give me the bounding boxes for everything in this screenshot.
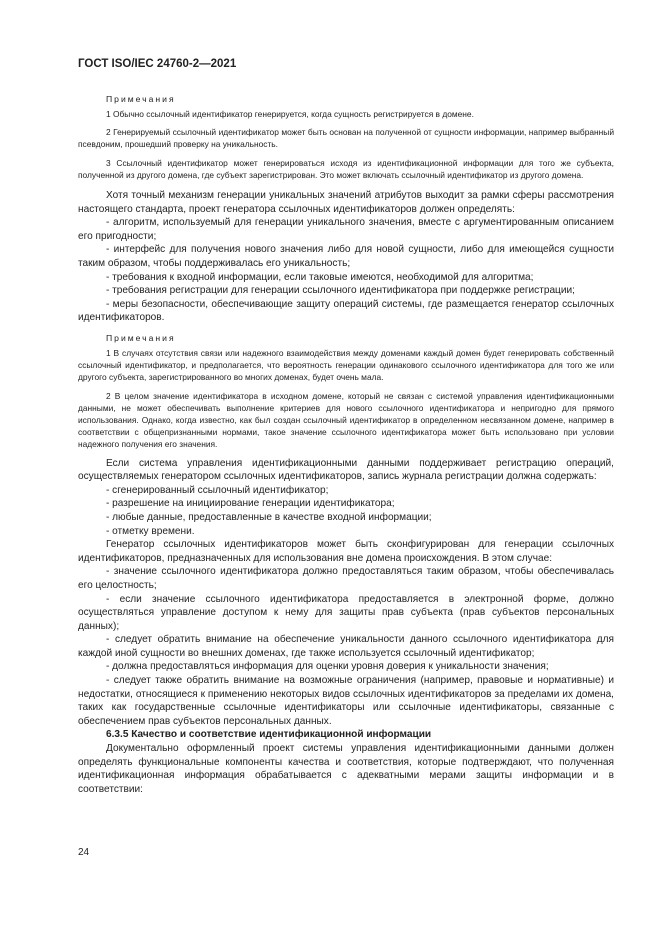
body-paragraph: Хотя точный механизм генерации уникальных значений атрибутов выходит за рамки сферы рассмотрения настоящего стандарта, проект генератора ссылочных идентификаторов должен определять: [78,190,614,215]
document-page [78,58,614,796]
notes-title: Примечания [106,332,176,343]
note-item: 1 В случаях отсутствия связи или надежного взаимодействия между доменами каждый домен будет генерировать собственный ссылочный идентификатор, и предполагается, что вероятность генерации одинакового ссылочного идентификатора для того же или другого субъекта, зарегистрированного во многих доменах, будет очень мала. [78,347,614,383]
note-item: 1 Обычно ссылочный идентификатор генерируется, когда сущность регистрируется в домене. [106,109,474,119]
list-item: - интерфейс для получения нового значения либо для новой сущности, либо для имеющейся сущности таким образом, чтобы поддерживалась его уникальность; [78,244,614,269]
list-item: - следует также обратить внимание на возможные ограничения (например, правовые и нормативные) и недостатки, относящиеся к применению некоторых видов ссылочных идентификаторов за пределами их домена, таких как государственные ссылочные идентификаторы или ссылочные идентификаторы, связанные с обеспечением прав субъектов персональных данных. [78,675,614,727]
document-header: ГОСТ ISO/IEC 24760-2—2021 [78,58,237,70]
section-heading: 6.3.5 Качество и соответствие идентификационной информации [106,729,432,741]
list-item: - значение ссылочного идентификатора должно предоставляться таким образом, чтобы обеспечивалась его целостность; [78,566,614,591]
notes-title: Примечания [106,94,176,104]
list-item: - требования регистрации для генерации ссылочного идентификатора при поддержке регистрации; [106,285,575,297]
body-paragraph: Документально оформленный проект системы управления идентификационными данными должен определять функциональные компоненты качества и соответствия, которые подтверждают, что полученная идентификационная информация обрабатывается с адекватными мерами защиты информации и в соответствии: [78,743,614,795]
list-item: - требования к входной информации, если таковые имеются, необходимой для алгоритма; [106,271,534,283]
list-item: - меры безопасности, обеспечивающие защиту операций системы, где размещается генератор ссылочных идентификаторов. [78,298,614,324]
note-item: 3 Ссылочный идентификатор может генерироваться исходя из идентификационной информации для того же субъекта, полученной из другого домена, где субъект зарегистрирован. Это может включать ссылочный идентификатор из другого домена. [78,157,614,180]
list-item: - должна предоставляться информация для оценки уровня доверия к уникальности значения; [106,661,549,673]
note-item: 2 Генерируемый ссылочный идентификатор может быть основан на полученной от сущности информации, например выбранный псевдоним, прошедший проверку на уникальность. [78,127,614,150]
body-paragraph: Если система управления идентификационными данными поддерживает регистрацию операций, осуществляемых генератором ссылочных идентификаторов, запись журнала регистрации должна содержать: [78,457,614,483]
list-item: - любые данные, предоставленные в качестве входной информации; [106,511,432,523]
body-paragraph: Генератор ссылочных идентификаторов может быть сконфигурирован для генерации ссылочных идентификаторов, предназначенных для использования вне домена происхождения. В этом случае: [78,539,614,564]
list-item: - отметку времени. [106,525,195,537]
page-number: 24 [78,847,90,858]
list-item: - алгоритм, используемый для генерации уникального значения, вместе с аргументированным описанием его пригодности; [78,217,614,242]
note-item: 2 В целом значение идентификатора в исходном домене, который не связан с системой управления идентификационными данными, не может обеспечивать выполнение критериев для нового ссылочного идентификатора и непригодно для прямого использования. Однако, когда известно, как был создан ссылочный идентификатор в определенном несвязанном домене, например в соответствии с общепризнанными нормами, такое значение ссылочного идентификатора может быть использовано при условии надежного получения его значения. [78,390,614,450]
list-item: - разрешение на инициирование генерации идентификатора; [106,498,395,510]
list-item: - если значение ссылочного идентификатора предоставляется в электронной форме, должно осуществляться управление доступом к нему для защиты прав субъекта (прав субъектов персональных данных); [78,593,614,632]
list-item: - сгенерированный ссылочный идентификатор; [106,484,329,496]
list-item: - следует обратить внимание на обеспечение уникальности данного ссылочного идентификатора для каждой иной сущности во внешних доменах, где также используется ссылочный идентификатор; [78,634,614,659]
